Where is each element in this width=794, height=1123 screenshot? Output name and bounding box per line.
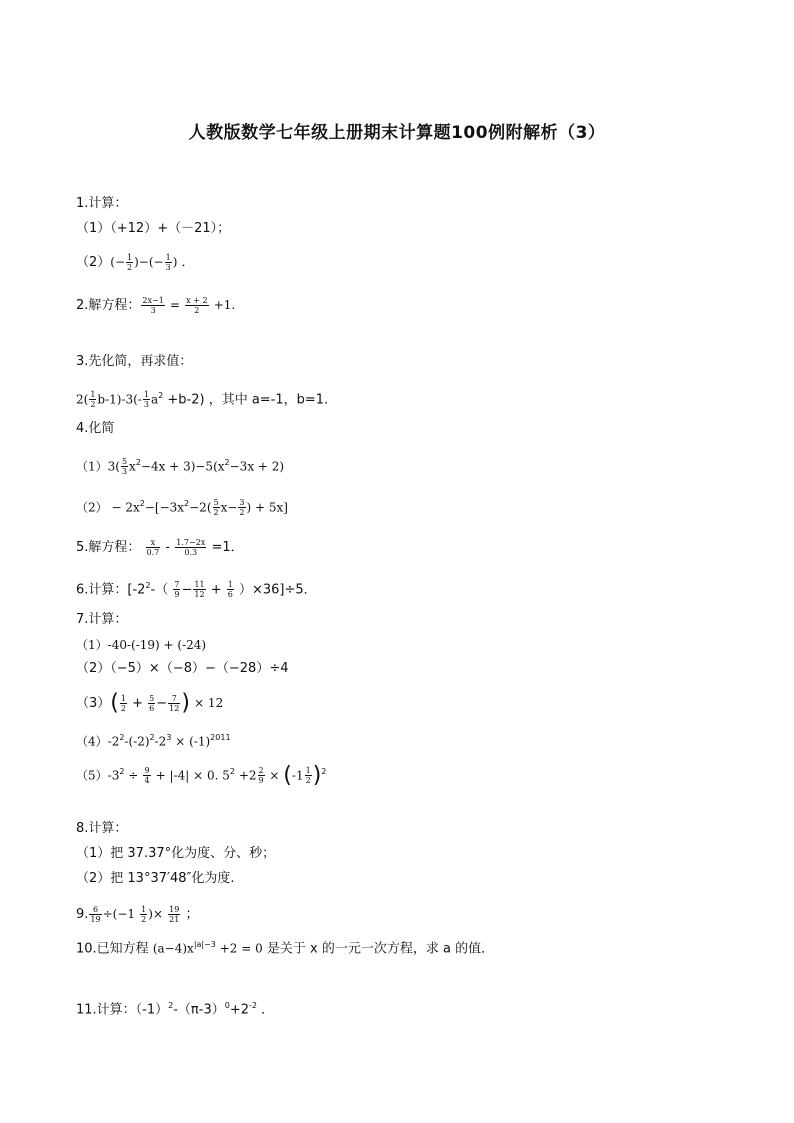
q8-part1: （1）把 37.37°化为度、分、秒； bbox=[76, 846, 276, 861]
fraction bbox=[143, 390, 150, 409]
expr-part: -(-2) bbox=[124, 734, 150, 749]
denominator: 2 bbox=[194, 306, 200, 315]
expr-part: × 12 bbox=[194, 696, 224, 710]
fraction bbox=[168, 905, 180, 924]
denominator: 9 bbox=[174, 590, 180, 600]
denominator: 2 bbox=[127, 263, 133, 272]
expr-part: -（π-3） bbox=[173, 1002, 225, 1018]
denominator: 6 bbox=[149, 704, 155, 713]
numerator: x bbox=[146, 538, 161, 548]
denominator: 0.3 bbox=[184, 548, 198, 557]
q6-line: 6.计算：[$-2^2-$（ $\frac{7}{9}$ − $\frac{11}{12}$ + $\frac{1}{6}$ ）×36]÷5． bbox=[76, 580, 317, 600]
q7-part1 bbox=[76, 637, 206, 654]
numerator: 6 bbox=[89, 905, 101, 915]
fraction bbox=[193, 580, 205, 599]
q8-part2: （2）把 13°37′48″化为度. bbox=[76, 871, 235, 886]
denominator: 2 bbox=[213, 508, 219, 518]
expr-part: -1 bbox=[291, 768, 304, 783]
expr-part: +2 bbox=[229, 1002, 249, 1018]
numerator: 1 bbox=[227, 580, 233, 590]
numerator: 2 bbox=[258, 766, 264, 776]
denominator: 12 bbox=[169, 704, 180, 713]
denominator: 3 bbox=[143, 400, 149, 410]
expr-part: × (-1) bbox=[171, 734, 211, 749]
numerator: 19 bbox=[169, 905, 180, 914]
denominator: 3 bbox=[165, 263, 171, 272]
q6-tail: ）×36]÷5． bbox=[238, 582, 317, 598]
q7-part4: $(4)-2^2-(-2)^2-2^3 \times (-1)^{2011}$ bbox=[76, 733, 231, 749]
expr-part: + |-4| × 0. 5 bbox=[155, 768, 230, 783]
numerator: 1 bbox=[141, 905, 147, 914]
numerator: 1 bbox=[165, 253, 171, 262]
plus-sign: + bbox=[210, 582, 222, 598]
q10-text: 是关于 x 的一元一次方程，求 a 的值． bbox=[266, 941, 495, 957]
fraction bbox=[175, 538, 206, 557]
denominator: 19 bbox=[90, 915, 101, 924]
expr-part: +2 bbox=[235, 768, 257, 783]
expr-part: a bbox=[151, 392, 159, 407]
numerator: 1 bbox=[120, 694, 126, 703]
expr-part: +2 = 0 bbox=[215, 941, 263, 956]
q7-heading: 7.计算： bbox=[76, 612, 128, 627]
q1-part1: （1）（+12）+（－21）； bbox=[76, 221, 231, 236]
fraction bbox=[168, 694, 180, 713]
expr-part: 11.计算：（-1） bbox=[76, 1002, 169, 1018]
q4-part1: （1）3( $\frac{5}{3}$ $x^2-4x + 3)-5(x^2-3x + 2)$ bbox=[76, 457, 285, 477]
expr-part: ÷(−1 bbox=[102, 907, 136, 921]
exponent: 2 bbox=[168, 1001, 174, 1010]
fraction bbox=[185, 296, 208, 315]
q7-part3-label: （3） bbox=[76, 696, 111, 711]
denominator: 3 bbox=[121, 467, 128, 477]
denominator: 21 bbox=[169, 915, 180, 924]
fraction bbox=[126, 253, 133, 272]
q4-part2: $(2) - 2x^2-[-3x^2-2$( $\frac{5}{2}$ x− $\frac{3}{2}$ ) + 5x] bbox=[76, 498, 288, 518]
expr-part: −3x + 2) bbox=[229, 459, 285, 474]
exponent: 2 bbox=[158, 391, 164, 400]
exponent: 0 bbox=[224, 1001, 230, 1010]
exponent: 2 bbox=[145, 581, 151, 590]
q6-heading: 6.计算：[-2 bbox=[76, 582, 146, 598]
minus-sign: - bbox=[165, 540, 171, 555]
expr-part: ÷ bbox=[124, 768, 139, 783]
expr-part: × bbox=[265, 768, 284, 783]
q9-line bbox=[76, 905, 199, 924]
q8-heading: 8.计算： bbox=[76, 821, 128, 836]
fraction bbox=[238, 498, 245, 517]
numerator: 1 bbox=[90, 390, 96, 400]
expr-part: （4）-2 bbox=[76, 734, 120, 749]
expr-part: -2 bbox=[154, 734, 167, 749]
expr-part: （2） − 2x bbox=[76, 500, 140, 515]
q1-part2: （2）(− $\frac{1}{2}$ )−(− $\frac{1}{3}$ ) ． bbox=[76, 253, 195, 272]
fraction bbox=[120, 694, 127, 713]
q3-condition: +b-2) ，其中 a=-1，b=1. bbox=[163, 392, 329, 408]
q1-period: ． bbox=[181, 255, 195, 270]
equals-sign: = bbox=[169, 298, 181, 312]
q2-tail: +1. bbox=[213, 298, 236, 312]
fraction bbox=[173, 580, 180, 599]
fraction bbox=[148, 694, 155, 713]
numerator: 3 bbox=[239, 498, 245, 508]
fraction bbox=[227, 580, 234, 599]
denominator: 2 bbox=[141, 915, 147, 924]
fraction bbox=[89, 905, 101, 924]
numerator: 2x−1 bbox=[142, 296, 164, 305]
fraction bbox=[141, 296, 164, 315]
q2-line bbox=[76, 296, 235, 315]
denominator: 2 bbox=[239, 508, 245, 518]
numerator: 5 bbox=[213, 498, 219, 508]
expr-part: ) + 5x] bbox=[246, 500, 288, 515]
expr-part: （1）3( bbox=[76, 459, 120, 474]
q7-part5: $(5)-3^2$ ÷ $\frac{9}{4}$ + |-4| × 0. $5^2 +2$ $\frac{2}{9}$ × (-1 $\frac{1}{2}$ )$^2$ bbox=[76, 762, 327, 788]
fraction bbox=[213, 498, 220, 517]
numerator: 5 bbox=[121, 457, 128, 467]
numerator: 1.7−2x bbox=[176, 538, 206, 547]
fraction bbox=[258, 766, 265, 785]
denominator: 2 bbox=[305, 776, 311, 786]
fraction bbox=[165, 253, 172, 272]
expr-part: −2( bbox=[189, 500, 212, 515]
exponent: 2 bbox=[321, 767, 327, 776]
q10-line bbox=[76, 937, 494, 957]
expr-part: （5）-3 bbox=[76, 768, 120, 783]
denominator: 2 bbox=[120, 704, 126, 713]
fraction bbox=[305, 766, 312, 785]
page-title: 人教版数学七年级上册期末计算题100例附解析（3） bbox=[188, 123, 606, 143]
numerator: 1 bbox=[143, 390, 149, 400]
q11-line bbox=[76, 998, 274, 1018]
q4-heading: 4.化简 bbox=[76, 421, 115, 436]
numerator: 5 bbox=[149, 694, 155, 703]
q2-heading: 2.解方程： bbox=[76, 298, 141, 313]
q1-part2-label: （2） bbox=[76, 255, 111, 270]
q10-heading: 10.已知方程 bbox=[76, 941, 149, 957]
q7-part2: （2）（−5）×（−8）−（−28）÷4 bbox=[76, 661, 289, 676]
expr-part: 2( bbox=[76, 392, 89, 407]
denominator: 4 bbox=[144, 776, 150, 786]
q7-part3: （3）( $\frac{1}{2}$ + $\frac{5}{6}$ − $\frac{7}{12}$ ) × 12 bbox=[76, 690, 224, 716]
fraction bbox=[121, 457, 128, 476]
fraction bbox=[89, 390, 96, 409]
expr-part: （1）-40-(-19) + (-24) bbox=[76, 638, 207, 652]
numerator: 1 bbox=[305, 766, 311, 776]
q11-tail: ． bbox=[261, 1002, 275, 1018]
numerator: 11 bbox=[194, 580, 205, 590]
denominator: 12 bbox=[194, 590, 205, 600]
fraction bbox=[146, 538, 161, 557]
denominator: 0.7 bbox=[146, 548, 160, 557]
q5-heading: 5.解方程： bbox=[76, 540, 141, 555]
exponent: -2 bbox=[248, 1001, 257, 1010]
numerator: 7 bbox=[168, 694, 180, 704]
expr-part: (a−4)x bbox=[152, 941, 194, 956]
denominator: 2 bbox=[90, 400, 96, 410]
numerator: 9 bbox=[144, 766, 150, 776]
exponent: 2011 bbox=[210, 733, 231, 742]
expr-part: x− bbox=[220, 500, 238, 515]
denominator: 3 bbox=[150, 306, 156, 315]
q5-line bbox=[76, 538, 244, 557]
fraction bbox=[143, 766, 150, 785]
denominator: 9 bbox=[258, 776, 264, 786]
expr-part: -（ bbox=[150, 582, 169, 598]
numerator: 7 bbox=[174, 580, 180, 590]
expr-part: −4x + 3)−5(x bbox=[140, 459, 225, 474]
exponent: |a|−3 bbox=[193, 940, 216, 949]
q3-expression bbox=[76, 388, 328, 409]
expr-part: −[−3x bbox=[144, 500, 185, 515]
q1-heading: 1.计算： bbox=[76, 196, 128, 211]
q9-tail: ； bbox=[185, 907, 199, 922]
expr-part: x bbox=[129, 459, 136, 474]
q3-heading: 3.先化简，再求值： bbox=[76, 354, 193, 369]
numerator: 1 bbox=[127, 253, 133, 262]
q9-number: 9. bbox=[76, 907, 89, 922]
numerator: x + 2 bbox=[186, 296, 208, 305]
fraction bbox=[140, 905, 147, 924]
denominator: 6 bbox=[227, 590, 233, 600]
expr-part: )× bbox=[148, 907, 164, 921]
q5-tail: =1． bbox=[211, 540, 244, 555]
expr-part: b-1)-3(- bbox=[97, 392, 142, 407]
